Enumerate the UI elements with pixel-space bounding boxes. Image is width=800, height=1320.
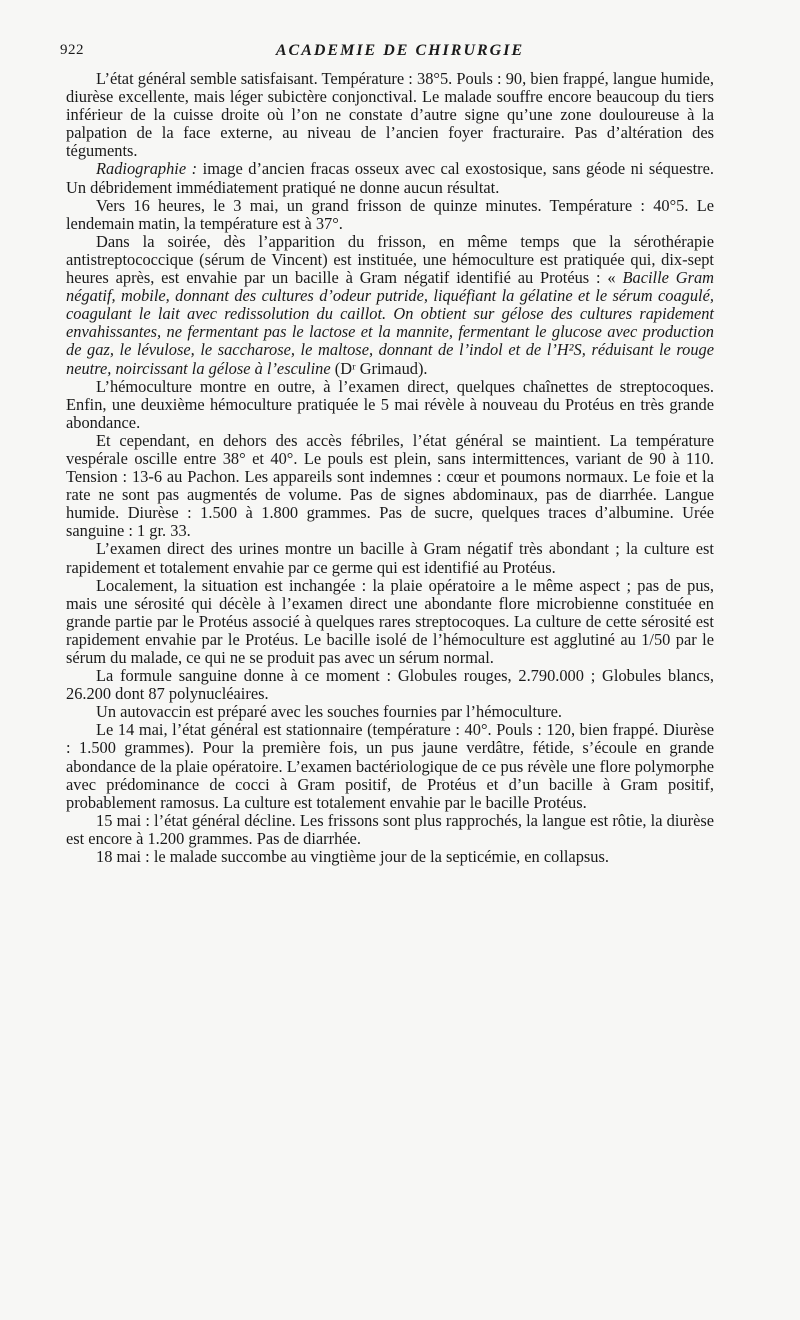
body-text (66, 70, 714, 866)
page-number: 922 (60, 42, 84, 58)
italic-term: Radiographie : (96, 159, 198, 179)
paragraph: L’état général semble satisfaisant. Température : 38°5. Pouls : 90, bien frappé, langue humide, diurèse excellente, mais léger subictère conjonctival. Le malade souffre encore beaucoup du tiers inférieur de la cuisse droite où l’on ne constate d’autre signe qu’une zone douloureuse à la palpation de la face externe, au niveau de l’ancien foyer fracturaire. Pas d’altération des téguments. (66, 69, 714, 161)
paragraph: Radiographie : image d’ancien fracas osseux avec cal exostosique, sans géode ni séquestre. Un débridement immédiatement pratiqué ne donne aucun résultat. (66, 159, 715, 197)
paragraph: 15 mai : l’état général décline. Les frissons sont plus rapprochés, la langue est rôtie, la diurèse est encore à 1.200 grammes. Pas de diarrhée. (66, 810, 714, 848)
paragraph: Dans la soirée, dès l’apparition du frisson, en même temps que la sérothérapie antistreptococcique (sérum de Vincent) est instituée, une hémoculture est pratiquée qui, dix-sept heures après, est envahie par un bacille à Gram négatif identifié au Protéus : « Bacille Gram négatif, mobile, donnant des cultures d’odeur putride, liquéfiant la gélatine et le sérum coagulé, coagulant le lait avec redissolution du caillot. On obtient sur gélose des cultures rapidement envahissantes, ne fermentant pas le lactose et la mannite, fermentant le glucose avec production de gaz, le lévulose, le saccharose, le maltose, donnant de l’indol et de l’H²S, réduisant le rouge neutre, noircissant la gélose à l’esculine (Dʳ Grimaud). (66, 231, 715, 378)
paragraph: La formule sanguine donne à ce moment : Globules rouges, 2.790.000 ; Globules blancs, 26.200 dont 87 polynucléaires. (66, 666, 714, 704)
paragraph: Localement, la situation est inchangée : la plaie opératoire a le même aspect ; pas de pus, mais une sérosité qui décèle à l’examen direct une abondante flore microbienne constituée en grande partie par le Protéus associé à quelques rares streptocoques. La culture de cette sérosité est rapidement envahie par le Protéus. Le bacille isolé de l’hémoculture est agglutiné au 1/50 par le sérum du malade, ce qui ne se produit pas avec un sérum normal. (66, 575, 714, 667)
paragraph: Et cependant, en dehors des accès fébriles, l’état général se maintient. La température vespérale oscille entre 38° et 40°. Le pouls est plein, sans intermittences, variant de 90 à 110. Tension : 13-6 au Pachon. Les appareils sont indemnes : cœur et poumons normaux. Le foie et la rate ne sont pas augmentés de volume. Pas de signes abdominaux, pas de diarrhée. Langue humide. Diurèse : 1.500 à 1.800 grammes. Pas de sucre, quelques traces d’albumine. Urée sanguine : 1 gr. 33. (66, 430, 714, 541)
paragraph: Un autovaccin est préparé avec les souches fournies par l’hémoculture. (96, 702, 563, 722)
paragraph: L’examen direct des urines montre un bacille à Gram négatif très abondant ; la culture est rapidement et totalement envahie par ce germe qui est identifié au Protéus. (66, 539, 714, 577)
running-title: ACADEMIE DE CHIRURGIE (275, 42, 525, 59)
paragraph: Le 14 mai, l’état général est stationnaire (température : 40°. Pouls : 120, bien frappé. Diurèse : 1.500 grammes). Pour la première fois, un pus jaune verdâtre, fétide, s’écoule en grande abondance de la plaie opératoire. L’examen bactériologique de ce pus révèle une flore polymorphe avec prédominance de cocci à Gram positif, de Protéus et d’un bacille à Gram positif, probablement ramosus. La culture est totalement envahie par le bacille Protéus. (66, 720, 714, 812)
paragraph: Vers 16 heures, le 3 mai, un grand frisson de quinze minutes. Température : 40°5. Le lendemain matin, la température est à 37°. (66, 195, 714, 233)
italic-quote: Bacille Gram négatif, mobile, donnant des cultures d’odeur putride, liquéfiant la gélatine et le sérum coagulé, coagulant le lait avec redissolution du caillot. On obtient sur gélose des cultures rapidement envahissantes, ne fermentant pas le lactose et la mannite, fermentant le glucose avec production de gaz, le lévulose, le saccharose, le maltose, donnant de l’indol et de l’H²S, réduisant le rouge neutre, noircissant la gélose à l’esculine (66, 268, 715, 378)
paragraph: 18 mai : le malade succombe au vingtième jour de la septicémie, en collapsus. (96, 847, 609, 867)
page-header (60, 42, 740, 66)
paragraph: L’hémoculture montre en outre, à l’examen direct, quelques chaînettes de streptocoques. Enfin, une deuxième hémoculture pratiquée le 5 mai révèle à nouveau du Protéus en très grande abondance. (66, 376, 714, 432)
